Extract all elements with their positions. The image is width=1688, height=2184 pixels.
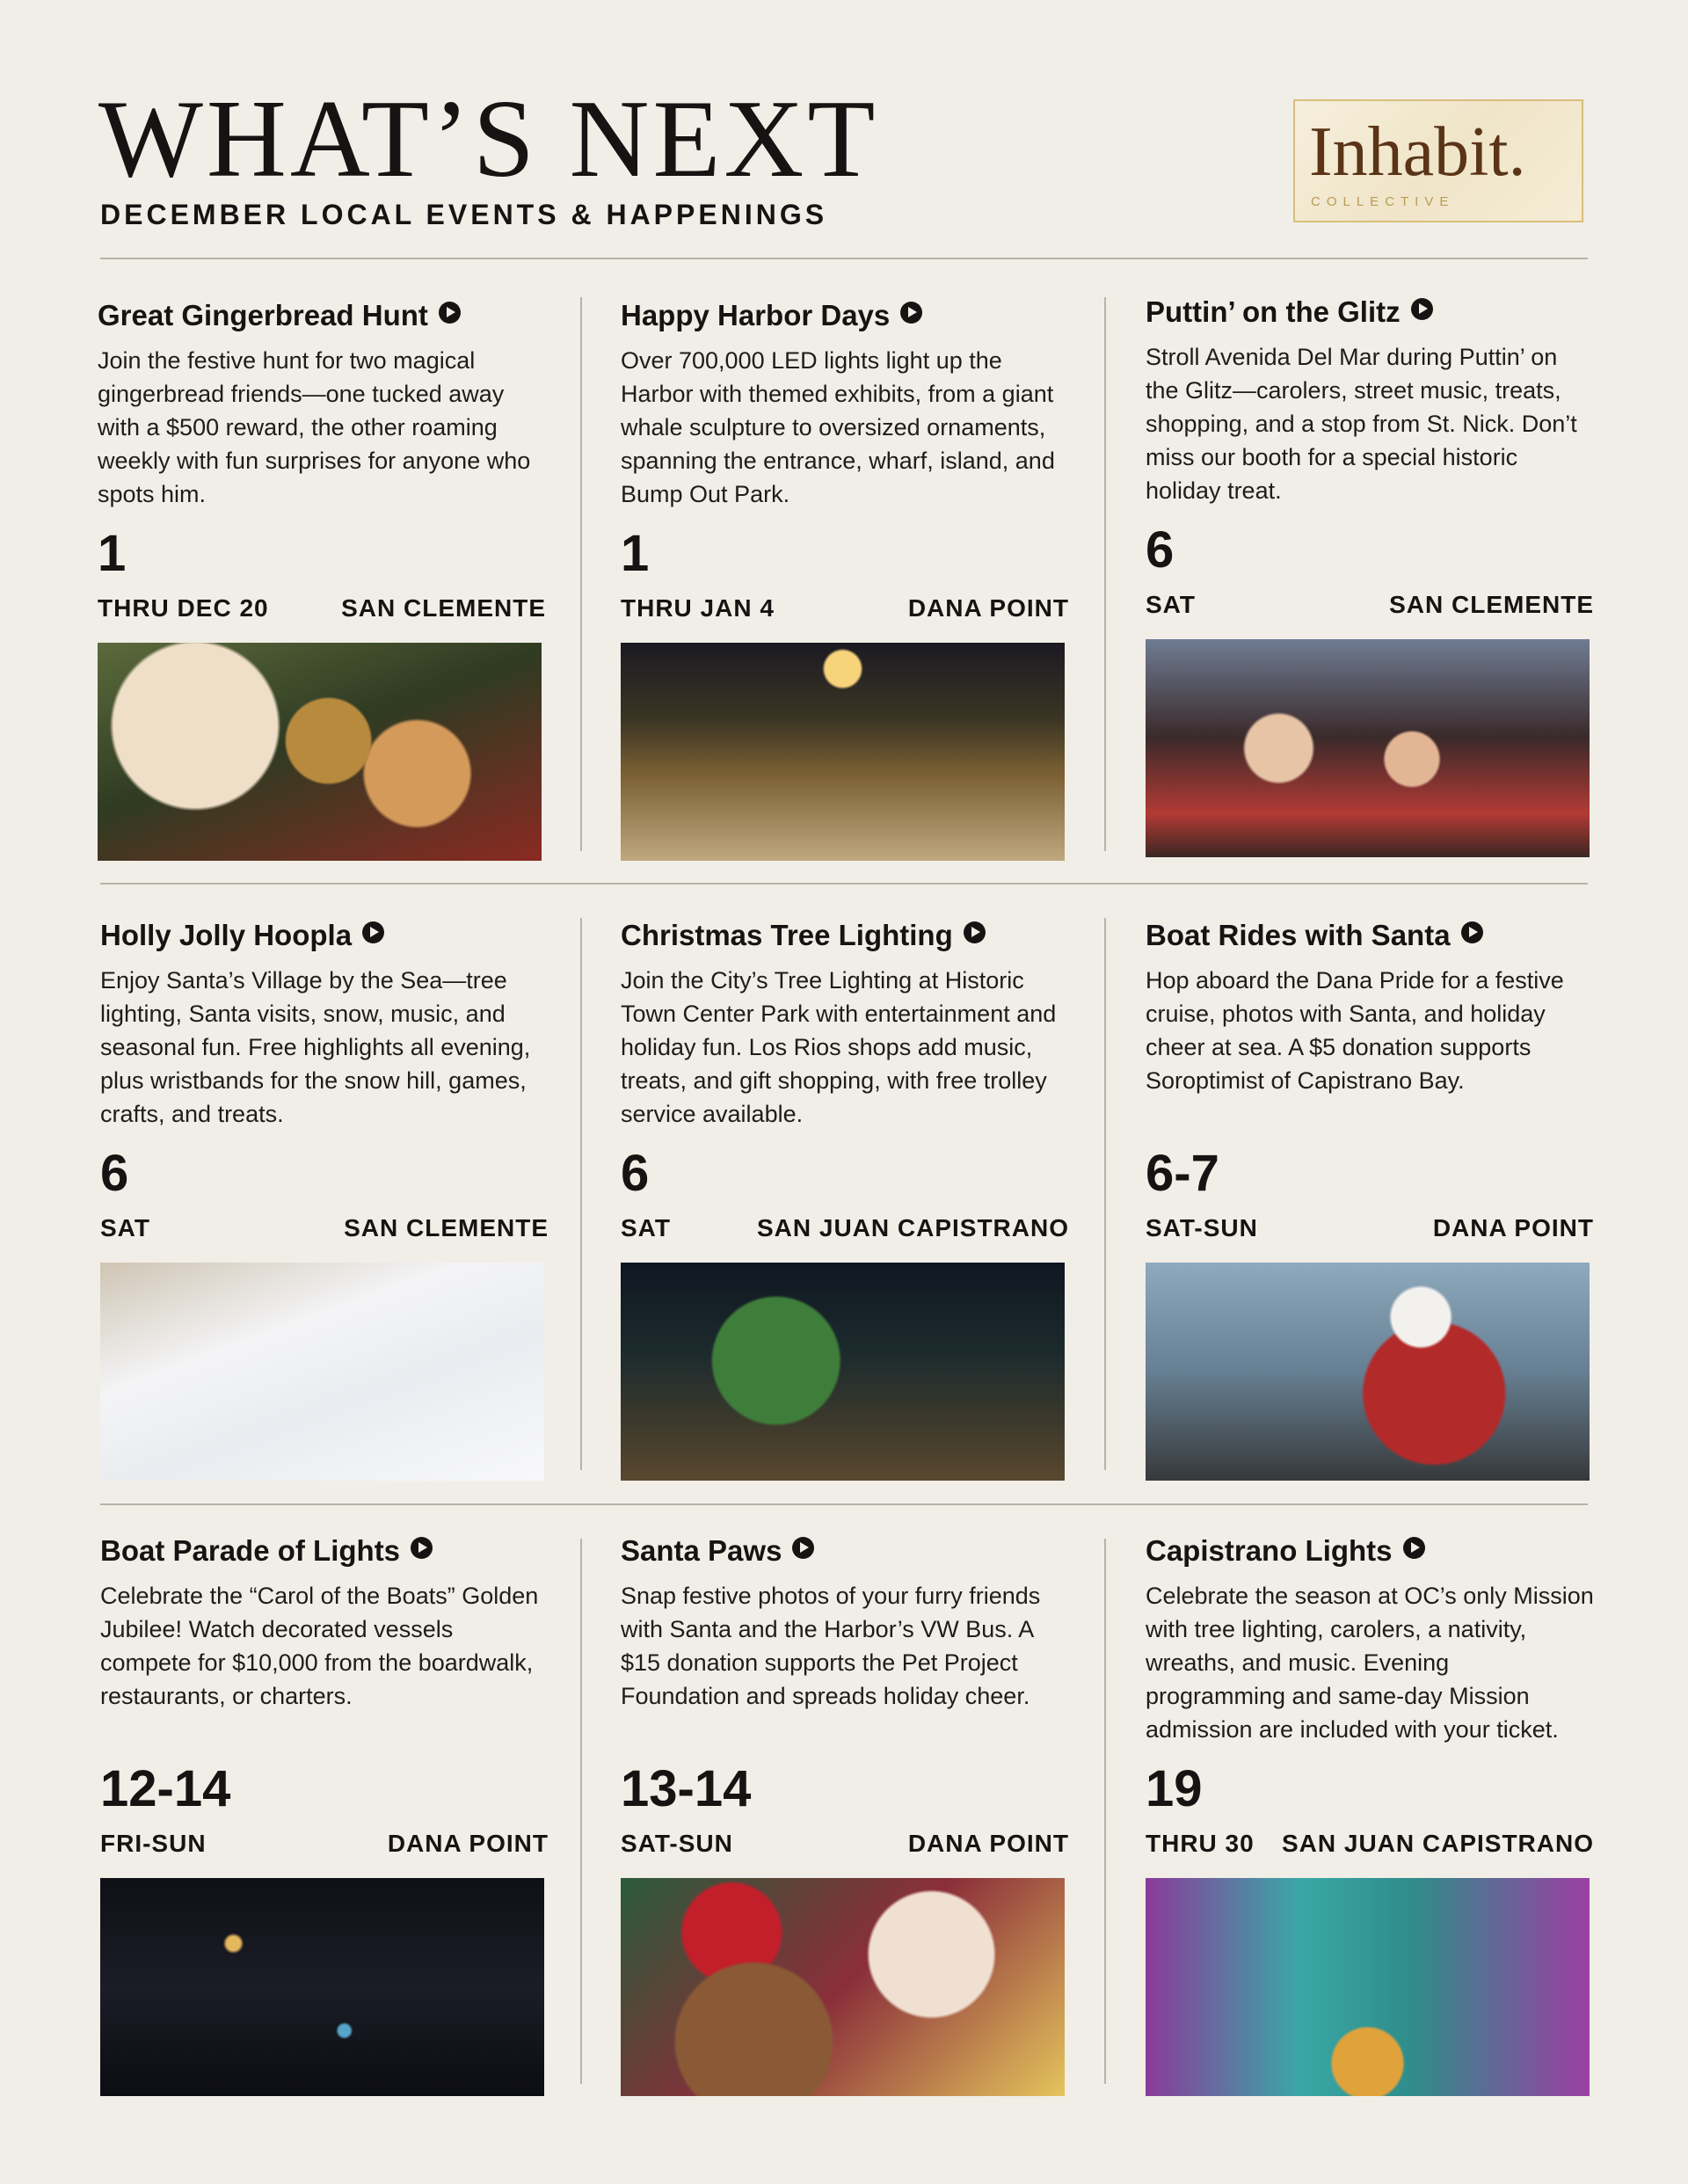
event-date: 6	[621, 1145, 650, 1202]
column-divider	[580, 297, 582, 851]
event-description: Stroll Avenida Del Mar during Puttin’ on the Glitz—carolers, street music, treats, shopping, and a stop from St. Nick. Don’t miss our booth for a special historic holiday treat.	[1146, 344, 1577, 504]
play-icon[interactable]	[1411, 298, 1433, 320]
row-divider	[100, 883, 1588, 885]
event-date: 6	[100, 1145, 129, 1202]
event-title[interactable]: Santa Paws	[621, 1535, 814, 1567]
play-icon[interactable]	[439, 302, 461, 324]
event-location: SAN JUAN CAPISTRANO	[1281, 1830, 1594, 1857]
play-icon[interactable]	[362, 921, 384, 943]
event-card	[100, 920, 549, 1482]
event-title[interactable]: Happy Harbor Days	[621, 300, 922, 331]
event-card	[621, 920, 1069, 1482]
event-day: THRU DEC 20	[98, 594, 269, 622]
inhabit-logo	[1293, 99, 1583, 222]
event-day: FRI-SUN	[100, 1830, 207, 1857]
event-description: Hop aboard the Dana Pride for a festive cruise, photos with Santa, and holiday cheer at sea. A $5 donation supports Soroptimist of Capistrano Bay.	[1146, 967, 1564, 1094]
event-description: Join the City’s Tree Lighting at Historic Town Center Park with entertainment and holiday fun. Los Rios shops add music, treats, and gift shopping, with free trolley service available.	[621, 967, 1057, 1127]
event-card	[621, 300, 1069, 863]
event-date: 6	[1146, 521, 1175, 579]
column-divider	[580, 1539, 582, 2084]
event-date: 19	[1146, 1760, 1203, 1817]
event-photo	[1146, 1263, 1590, 1481]
event-description: Enjoy Santa’s Village by the Sea—tree lighting, Santa visits, snow, music, and seasonal fun. Free highlights all evening, plus wristbands for the snow hill, games, crafts, and treats.	[100, 967, 531, 1127]
page-title: WHAT’S NEXT	[98, 78, 879, 200]
event-title[interactable]: Great Gingerbread Hunt	[98, 300, 461, 331]
event-day: THRU 30	[1146, 1830, 1255, 1857]
event-day: SAT	[100, 1214, 150, 1241]
event-title[interactable]: Christmas Tree Lighting	[621, 920, 986, 951]
event-location: SAN CLEMENTE	[344, 1214, 549, 1241]
play-icon[interactable]	[411, 1537, 433, 1559]
event-day: SAT-SUN	[621, 1830, 733, 1857]
column-divider	[580, 918, 582, 1470]
event-card	[1146, 296, 1594, 859]
logo-wordmark: Inhabit.	[1309, 113, 1526, 191]
event-title[interactable]: Capistrano Lights	[1146, 1535, 1425, 1567]
event-card	[1146, 920, 1594, 1482]
event-photo	[621, 1878, 1065, 2096]
event-photo	[1146, 1878, 1590, 2096]
event-location: DANA POINT	[907, 1830, 1069, 1857]
event-location: DANA POINT	[387, 1830, 549, 1857]
event-photo	[1146, 639, 1590, 857]
event-day: THRU JAN 4	[621, 594, 775, 622]
event-card	[100, 1535, 549, 2098]
event-location: SAN CLEMENTE	[341, 594, 546, 622]
row-divider	[100, 1503, 1588, 1505]
play-icon[interactable]	[900, 302, 922, 324]
logo-tagline: COLLECTIVE	[1311, 194, 1455, 209]
column-divider	[1104, 297, 1106, 851]
column-divider	[1104, 918, 1106, 1470]
event-title[interactable]: Boat Rides with Santa	[1146, 920, 1483, 951]
event-description: Celebrate the season at OC’s only Mission with tree lighting, carolers, a nativity, wreaths, and music. Evening programming and same-day Mission admission are included with your ticket.	[1146, 1583, 1594, 1743]
play-icon[interactable]	[792, 1537, 814, 1559]
event-description: Celebrate the “Carol of the Boats” Golden Jubilee! Watch decorated vessels compete for $10,000 from the boardwalk, restaurants, or charters.	[100, 1583, 539, 1709]
play-icon[interactable]	[1403, 1537, 1425, 1559]
event-description: Over 700,000 LED lights light up the Harbor with themed exhibits, from a giant whale sculpture to oversized ornaments, spanning the entrance, wharf, island, and Bump Out Park.	[621, 347, 1055, 507]
event-photo	[98, 643, 542, 861]
event-location: DANA POINT	[1432, 1214, 1594, 1241]
event-location: DANA POINT	[907, 594, 1069, 622]
event-photo	[100, 1263, 544, 1481]
event-day: SAT	[621, 1214, 671, 1241]
event-day: SAT	[1146, 591, 1196, 618]
event-description: Join the festive hunt for two magical gingerbread friends—one tucked away with a $500 reward, the other roaming weekly with fun surprises for anyone who spots him.	[98, 347, 531, 507]
column-divider	[1104, 1539, 1106, 2084]
event-title[interactable]: Boat Parade of Lights	[100, 1535, 433, 1567]
header-divider	[100, 258, 1588, 259]
event-card	[1146, 1535, 1594, 2098]
event-date: 1	[621, 525, 650, 582]
event-day: SAT-SUN	[1146, 1214, 1258, 1241]
event-date: 13-14	[621, 1760, 752, 1817]
event-date: 1	[98, 525, 127, 582]
event-title[interactable]: Holly Jolly Hoopla	[100, 920, 384, 951]
event-card	[98, 300, 546, 863]
event-photo	[621, 643, 1065, 861]
event-description: Snap festive photos of your furry friends with Santa and the Harbor’s VW Bus. A $15 donation supports the Pet Project Foundation and spreads holiday cheer.	[621, 1583, 1041, 1709]
page-subtitle: DECEMBER LOCAL EVENTS & HAPPENINGS	[100, 199, 828, 230]
event-photo	[100, 1878, 544, 2096]
event-title[interactable]: Puttin’ on the Glitz	[1146, 296, 1433, 328]
play-icon[interactable]	[1461, 921, 1483, 943]
event-card	[621, 1535, 1069, 2098]
event-date: 6-7	[1146, 1145, 1219, 1202]
event-photo	[621, 1263, 1065, 1481]
event-date: 12-14	[100, 1760, 231, 1817]
play-icon[interactable]	[964, 921, 986, 943]
event-location: SAN CLEMENTE	[1389, 591, 1594, 618]
event-location: SAN JUAN CAPISTRANO	[756, 1214, 1069, 1241]
